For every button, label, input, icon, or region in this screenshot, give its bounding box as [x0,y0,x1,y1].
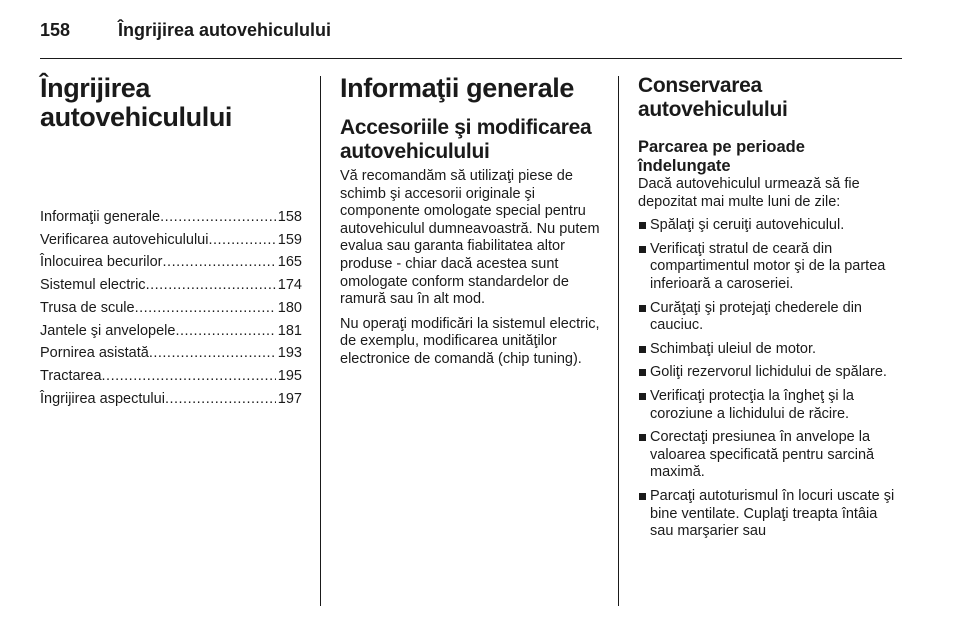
chapter-title: Îngrijirea autovehiculului [40,73,233,132]
bullet-square-icon [639,305,646,312]
bullet-square-icon [639,369,646,376]
toc-entry[interactable]: Verificarea autovehiculului ..... 159 [40,229,302,252]
toc-entry[interactable]: Informaţii generale ..... 158 [40,206,302,229]
list-item: Corectaţi presiunea în anvelope la valoarea specificată pentru sarcină maximă. [638,429,902,482]
list-item: Schimbaţi uleiul de motor. [638,341,902,359]
toc-entry[interactable]: Trusa de scule ..... 180 [40,297,302,320]
subsection-heading: Accesoriile şi modificarea autovehiculului [340,116,592,163]
list-item: Verificaţi stratul de ceară din compartimentul motor şi de la partea inferioară a caroseriei. [638,241,902,294]
table-of-contents [40,206,302,410]
paragraph: Nu operaţi modificări la sistemul electric, de exemplu, modificarea unităţilor electronice de comandă (chip tuning). [340,315,600,367]
toc-entry[interactable]: Pornirea asistată ..... 193 [40,342,302,365]
general-info-column [340,74,602,369]
list-item: Spălaţi şi ceruiţi autovehiculul. [638,217,902,235]
bullet-square-icon [639,346,646,353]
bullet-square-icon [639,222,646,229]
header-rule [40,58,902,59]
section-heading: Conservarea autovehiculului [638,74,788,121]
bullet-square-icon [639,493,646,500]
column-divider [320,76,321,606]
bullet-square-icon [639,434,646,441]
bullet-square-icon [639,246,646,253]
toc-entry[interactable]: Sistemul electric ..... 174 [40,274,302,297]
subsection-heading: Parcarea pe perioade îndelungate [638,138,805,175]
storage-column [638,74,902,541]
bullet-square-icon [639,393,646,400]
list-item: Parcaţi autoturismul în locuri uscate şi bine ventilate. Cuplaţi treapta întâia sau marşarier sau [638,488,902,541]
running-title: Îngrijirea autovehiculului [118,20,332,40]
section-heading: Informaţii generale [340,73,574,103]
intro-paragraph: Dacă autovehiculul urmează să fie depozitat mai multe luni de zile: [638,176,860,210]
toc-entry[interactable]: Înlocuirea becurilor ..... 165 [40,251,302,274]
page-number: 158 [40,20,71,40]
paragraph: Vă recomandăm să utilizaţi piese de schimb şi accesorii originale şi componente omologate special pentru autovehiculul dumneavoastră. Nu putem evalua sau garanta fiabilitatea altor produse - chiar dacă acestea sunt omologate conform standardelor de ramură sau în alt mod. [340,168,600,308]
toc-entry[interactable]: Jantele şi anvelopele ..... 181 [40,320,302,343]
list-item: Curăţaţi şi protejaţi chederele din cauciuc. [638,300,902,335]
page-header [40,20,902,54]
list-item: Goliţi rezervorul lichidului de spălare. [638,364,902,382]
toc-entry[interactable]: Îngrijirea aspectului ..... 197 [40,388,302,411]
chapter-column [40,74,302,410]
list-item: Verificaţi protecţia la îngheţ şi la coroziune a lichidului de răcire. [638,388,902,423]
column-divider [618,76,619,606]
toc-entry[interactable]: Tractarea ..... 195 [40,365,302,388]
